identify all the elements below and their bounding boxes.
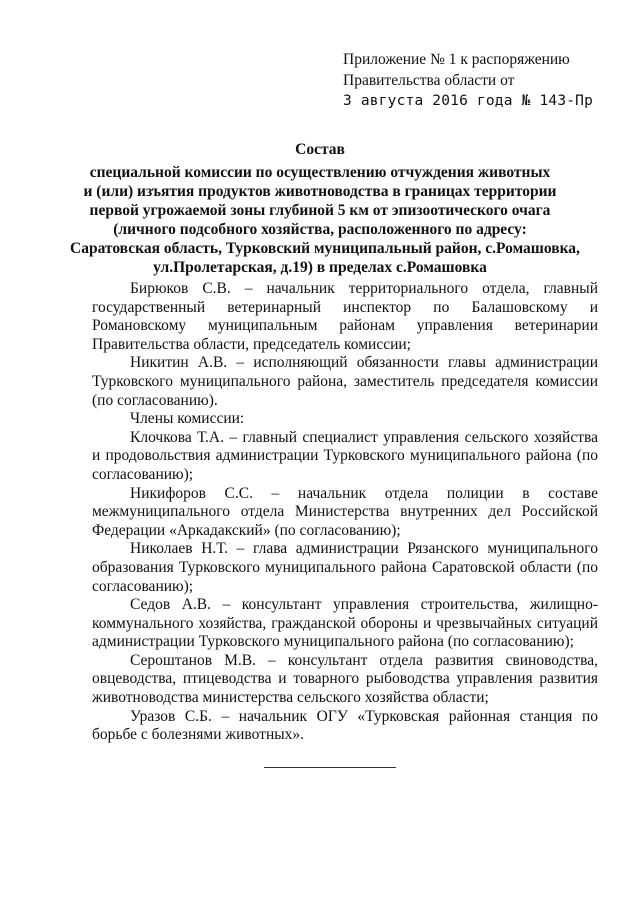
members-heading: Члены комиссии: bbox=[130, 410, 245, 428]
member-entry: Сероштанов М.В. – консультант отдела развития свиноводства, овцеводства, птицеводства и товарного рыбоводства управления развития животноводства министерства сельского хозяйства области; bbox=[92, 651, 598, 707]
title-line: (личного подсобного хозяйства, расположенного по адресу: bbox=[113, 221, 527, 238]
member-entry: Уразов С.Б. – начальник ОГУ «Турковская районная станция по борьбе с болезнями животных». bbox=[92, 707, 598, 744]
member-entry: Клочкова Т.А. – главный специалист управления сельского хозяйства и продовольствия администрации Турковского муниципального района (по согласованию); bbox=[92, 428, 598, 483]
commission-members-list bbox=[92, 280, 598, 745]
title-line: специальной комиссии по осуществлению отчуждения животных bbox=[89, 164, 551, 181]
appendix-date-number: 3 августа 2016 года № 143-Пр bbox=[343, 93, 594, 109]
title-line: Саратовская область, Турковский муниципальный район, с.Ромашовка, bbox=[70, 240, 580, 257]
member-entry: Никифоров С.С. – начальник отдела полиции в составе межмуниципального отдела Министерства внутренних дел Российской Федерации «Аркадакский» (по согласованию); bbox=[92, 484, 598, 539]
member-deputy-chair: Никитин А.В. – исполняющий обязанности главы администрации Турковского муниципального района, заместитель председателя комиссии (по согласованию). bbox=[92, 354, 598, 409]
member-chair: Бирюков С.В. – начальник территориального отдела, главный государственный ветеринарный инспектор по Балашовскому и Романовскому муниципальным районам управления ветеринарии Правительства области, председатель комиссии; bbox=[92, 280, 598, 353]
member-entry: Седов А.В. – консультант управления строительства, жилищно-коммунального хозяйства, гражданской обороны и чрезвычайных ситуаций администрации Турковского муниципального района (по согласованию); bbox=[92, 596, 598, 651]
title-line: первой угрожаемой зоны глубиной 5 км от эпизоотического очага bbox=[89, 202, 551, 219]
title-line: ул.Пролетарская, д.19) в пределах с.Ромашовка bbox=[153, 259, 487, 276]
title-heading: Состав bbox=[295, 141, 345, 158]
title-line: и (или) изъятия продуктов животноводства в границах территории bbox=[83, 183, 557, 200]
appendix-line-2: Правительства области от bbox=[343, 72, 515, 89]
appendix-note bbox=[343, 49, 603, 112]
closing-divider bbox=[264, 767, 396, 768]
document-title bbox=[70, 140, 580, 277]
appendix-line-1: Приложение № 1 к распоряжению bbox=[343, 51, 570, 68]
member-entry: Николаев Н.Т. – глава администрации Рязанского муниципального образования Турковского муниципального района Саратовской области (по согласованию); bbox=[92, 540, 598, 595]
